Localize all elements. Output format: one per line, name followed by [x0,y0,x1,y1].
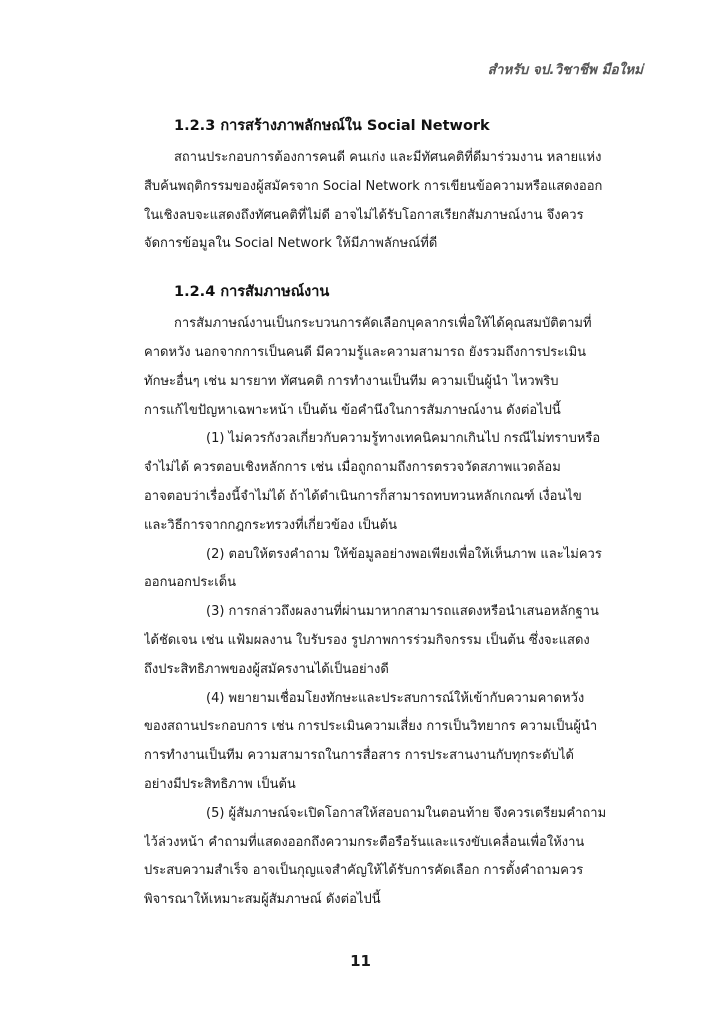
text-line: จำไม่ได้ ควรตอบเชิงหลักการ เช่น เมื่อถูกถามถึงการตรวจวัดสภาพแวดล้อม [144,460,561,476]
section-heading-1-2-4: 1.2.4 การสัมภาษณ์งาน [174,284,330,301]
list-item-1 [144,425,644,540]
list-item-5 [144,800,644,915]
text-line: ไว้ล่วงหน้า คำถามที่แสดงออกถึงความกระตือรือร้นและแรงขับเคลื่อนเพื่อให้งาน [144,834,585,850]
paragraph-social-network [144,144,644,259]
page-content [144,114,644,915]
text-line: ถึงประสิทธิภาพของผู้สมัครงานได้เป็นอย่างดี [144,661,389,677]
text-line: ได้ชัดเจน เช่น แฟ้มผลงาน ใบรับรอง รูปภาพการร่วมกิจกรรม เป็นต้น ซึ่งจะแสดง [144,632,590,648]
text-line: ในเชิงลบจะแสดงถึงทัศนคติที่ไม่ดี อาจไม่ได้รับโอกาสเรียกสัมภาษณ์งาน จึงควร [144,207,584,223]
text-line: ออกนอกประเด็น [144,575,237,591]
text-line: อย่างมีประสิทธิภาพ เป็นต้น [144,776,296,792]
text-line: (5) ผู้สัมภาษณ์จะเปิดโอกาสให้สอบถามในตอนท้าย จึงควรเตรียมคำถาม [206,805,607,821]
text-line: สืบค้นพฤติกรรมของผู้สมัครจาก Social Network การเขียนข้อความหรือแสดงออก [144,178,603,194]
paragraph-interview-intro [144,310,644,425]
list-item-2 [144,541,644,599]
text-line: จัดการข้อมูลใน Social Network ให้มีภาพลักษณ์ที่ดี [144,236,438,252]
text-line: (4) พยายามเชื่อมโยงทักษะและประสบการณ์ให้เข้ากับความคาดหวัง [206,690,585,706]
list-item-3 [144,598,644,684]
text-line: ทักษะอื่นๆ เช่น มารยาท ทัศนคติ การทำงานเป็นทีม ความเป็นผู้นำ ไหวพริบ [144,373,559,389]
section-heading-1-2-3: 1.2.3 การสร้างภาพลักษณ์ใน Social Network [174,118,490,134]
text-line: อาจตอบว่าเรื่องนี้จำไม่ได้ ถ้าได้ดำเนินการก็สามารถทบทวนหลักเกณฑ์ เงื่อนไข [144,488,582,504]
running-header: สำหรับ จป.วิชาชีพ มือใหม่ [487,62,643,78]
text-line: (1) ไม่ควรกังวลเกี่ยวกับความรู้ทางเทคนิคมากเกินไป กรณีไม่ทราบหรือ [206,431,601,447]
text-line: พิจารณาให้เหมาะสมผู้สัมภาษณ์ ดังต่อไปนี้ [144,892,381,908]
text-line: สถานประกอบการต้องการคนดี คนเก่ง และมีทัศนคติที่ดีมาร่วมงาน หลายแห่ง [174,150,602,165]
text-line: ประสบความสำเร็จ อาจเป็นกุญแจสำคัญให้ได้รับการคัดเลือก การตั้งคำถามควร [144,863,584,879]
text-line: คาดหวัง นอกจากการเป็นคนดี มีความรู้และความสามารถ ยังรวมถึงการประเมิน [144,344,587,360]
text-line: การทำงานเป็นทีม ความสามารถในการสื่อสาร การประสานงานกับทุกระดับได้ [144,748,574,764]
text-line: ของสถานประกอบการ เช่น การประเมินความเสี่ยง การเป็นวิทยากร ความเป็นผู้นำ [144,719,598,735]
text-line: และวิธีการจากกฎกระทรวงที่เกี่ยวข้อง เป็นต้น [144,517,398,533]
text-line: (2) ตอบให้ตรงคำถาม ให้ข้อมูลอย่างพอเพียงเพื่อให้เห็นภาพ และไม่ควร [206,546,602,562]
list-item-4 [144,685,644,800]
text-line: (3) การกล่าวถึงผลงานที่ผ่านมาหากสามารถแสดงหรือนำเสนอหลักฐาน [206,604,599,620]
text-line: การสัมภาษณ์งานเป็นกระบวนการคัดเลือกบุคลากรเพื่อให้ได้คุณสมบัติตามที่ [174,316,592,332]
page-number: 11 [350,952,371,970]
text-line: การแก้ไขปัญหาเฉพาะหน้า เป็นต้น ข้อคำนึงในการสัมภาษณ์งาน ดังต่อไปนี้ [144,402,561,418]
